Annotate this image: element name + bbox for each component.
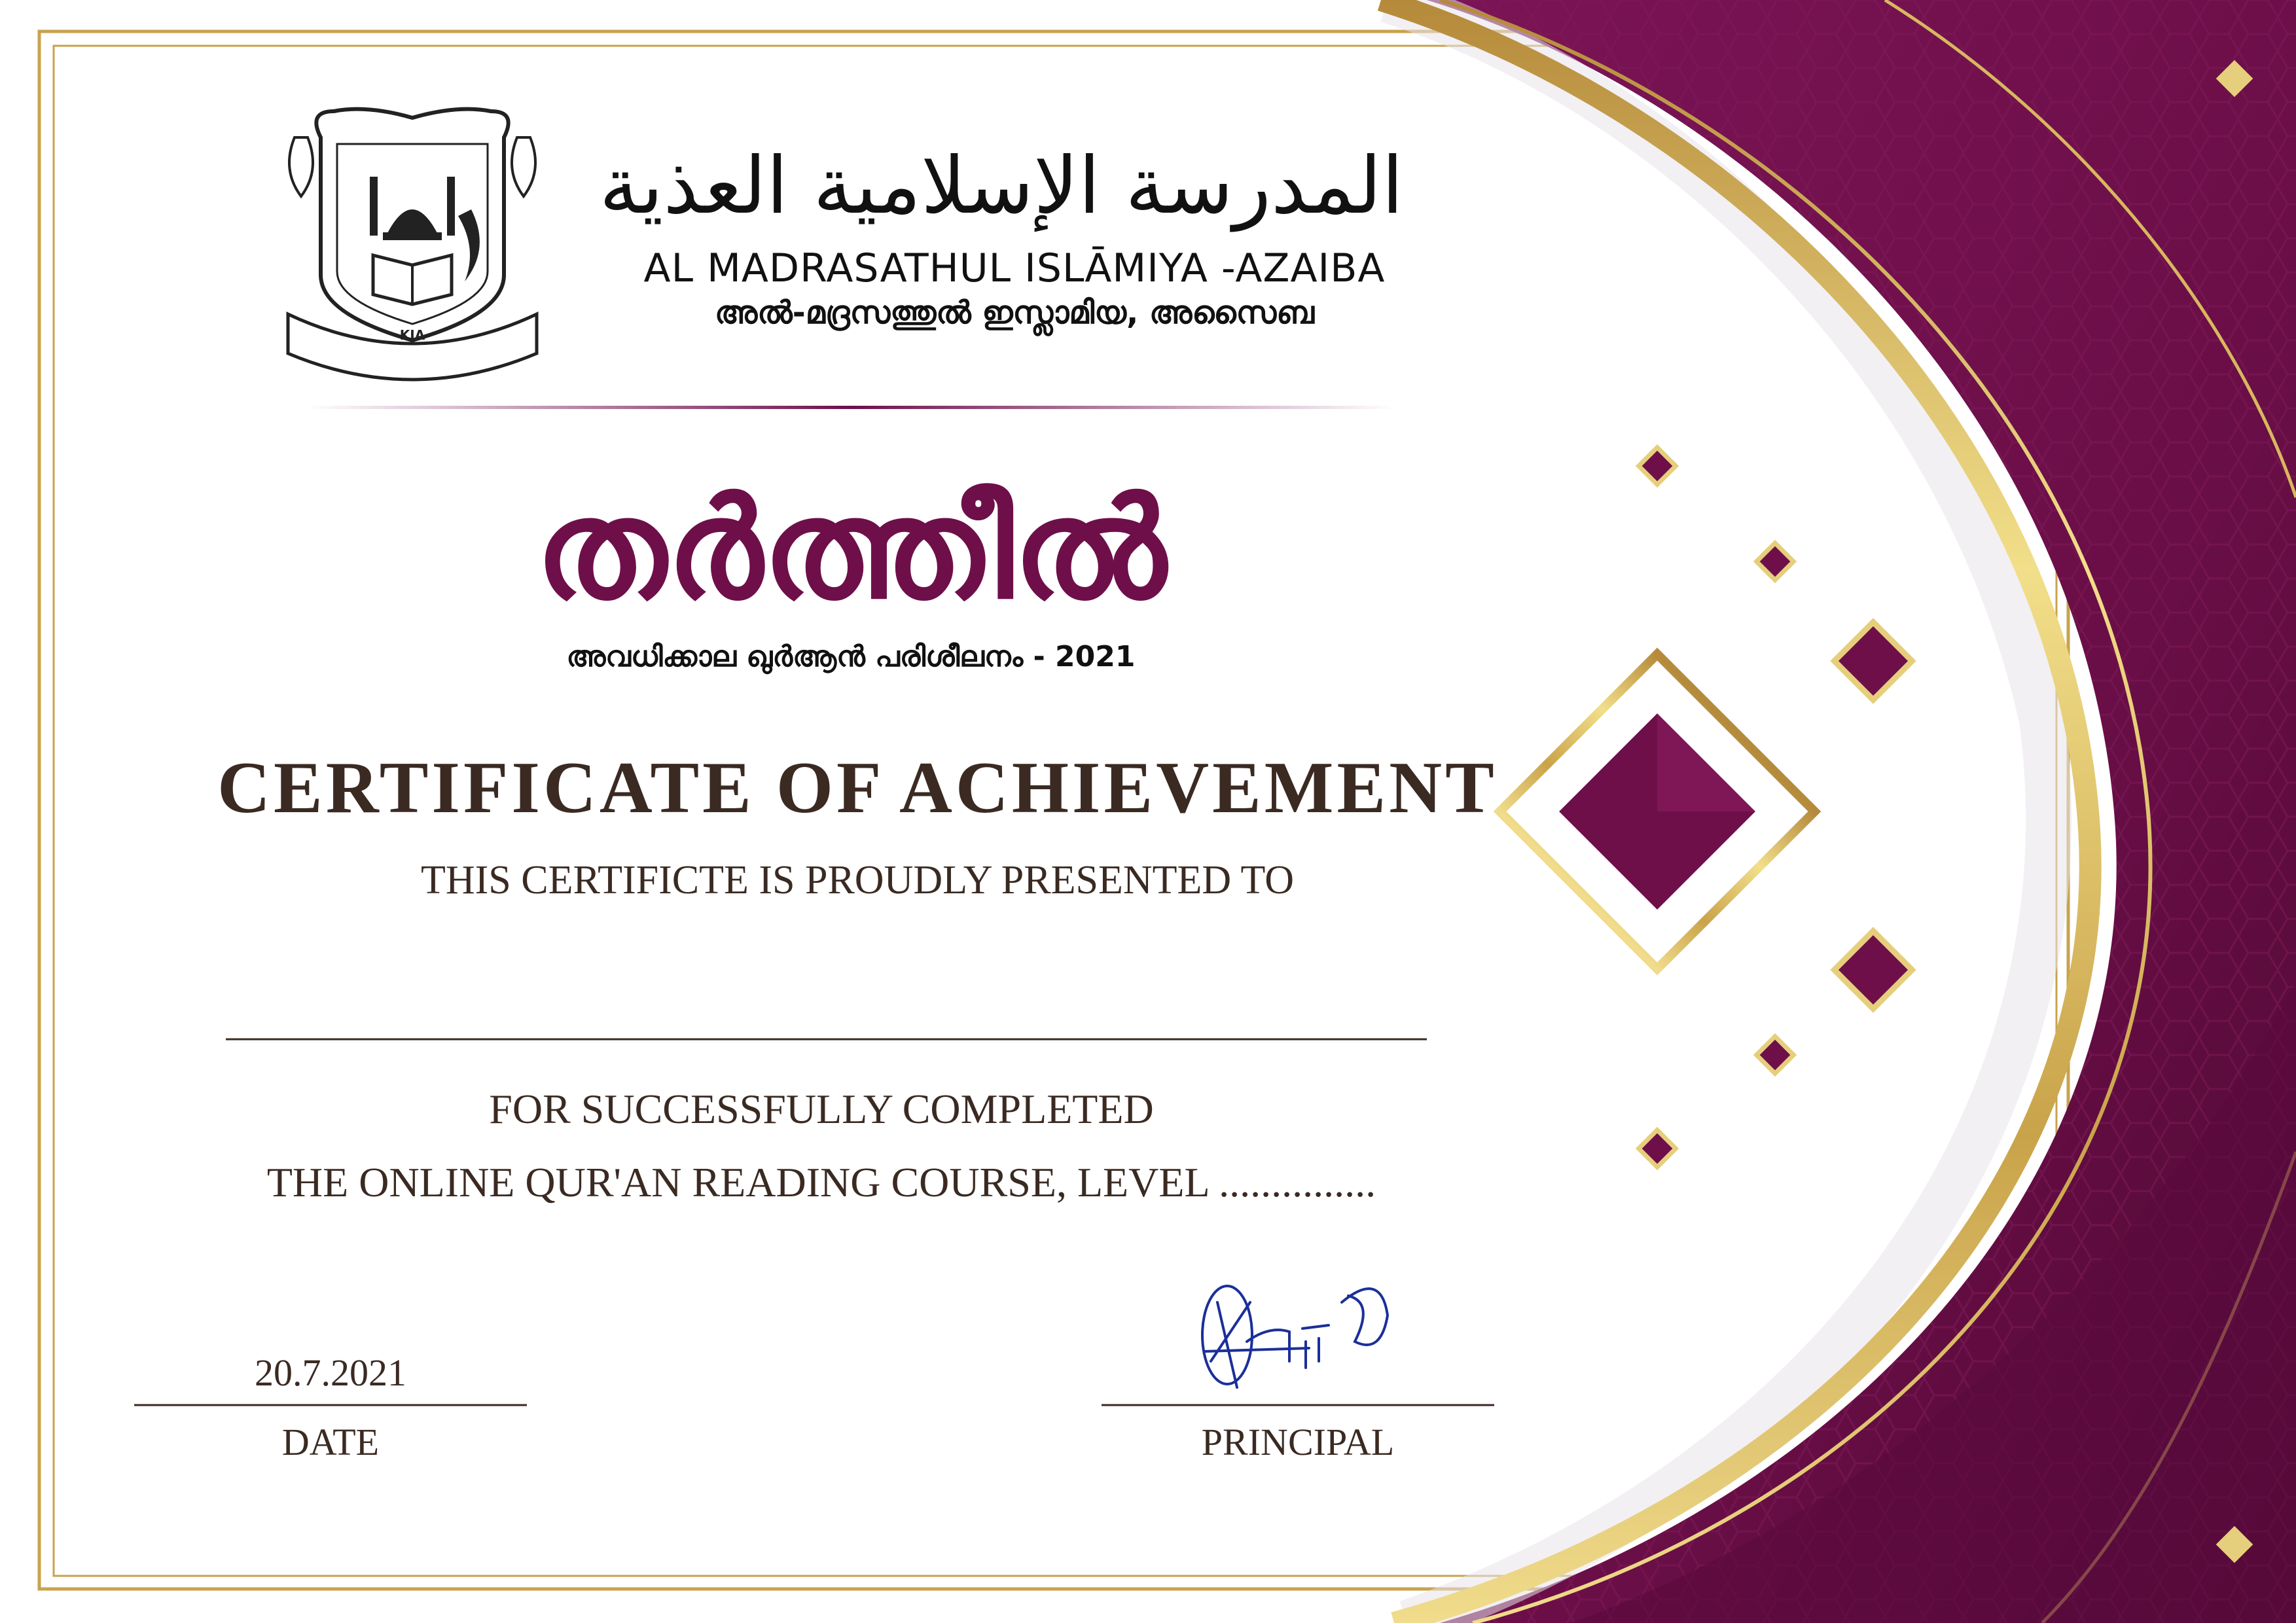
institution-arabic-name: المدرسة الإسلامية العذية — [599, 141, 1404, 232]
institution-malayalam-name: അൽ-മദ്രസത്തുൽ ഇസ്ലാമിയ, അസൈബ — [715, 294, 1314, 331]
principal-label: PRINCIPAL — [1201, 1421, 1395, 1463]
date-value: 20.7.2021 — [255, 1351, 406, 1394]
program-title: തർത്തീൽ — [535, 469, 1166, 630]
recipient-name — [226, 955, 1427, 1034]
date-label: DATE — [281, 1421, 380, 1463]
reason-line-1: FOR SUCCESSFULLY COMPLETED — [489, 1086, 1154, 1132]
presented-to-line: THIS CERTIFICTE IS PROUDLY PRESENTED TO — [420, 858, 1295, 902]
certificate-heading: CERTIFICATE OF ACHIEVEMENT — [217, 747, 1498, 829]
logo-initials: KIA — [399, 327, 425, 343]
school-crest-logo — [281, 98, 543, 406]
institution-english-name: AL MADRASATHUL ISLĀMIYA -AZAIBA — [643, 245, 1386, 291]
reason-line-2: THE ONLINE QUR'AN READING COURSE, LEVEL ............... — [266, 1159, 1376, 1205]
program-subtitle: അവധിക്കാല ഖുർആൻ പരിശീലനം - 2021 — [566, 640, 1136, 673]
principal-signature — [1191, 1263, 1407, 1400]
